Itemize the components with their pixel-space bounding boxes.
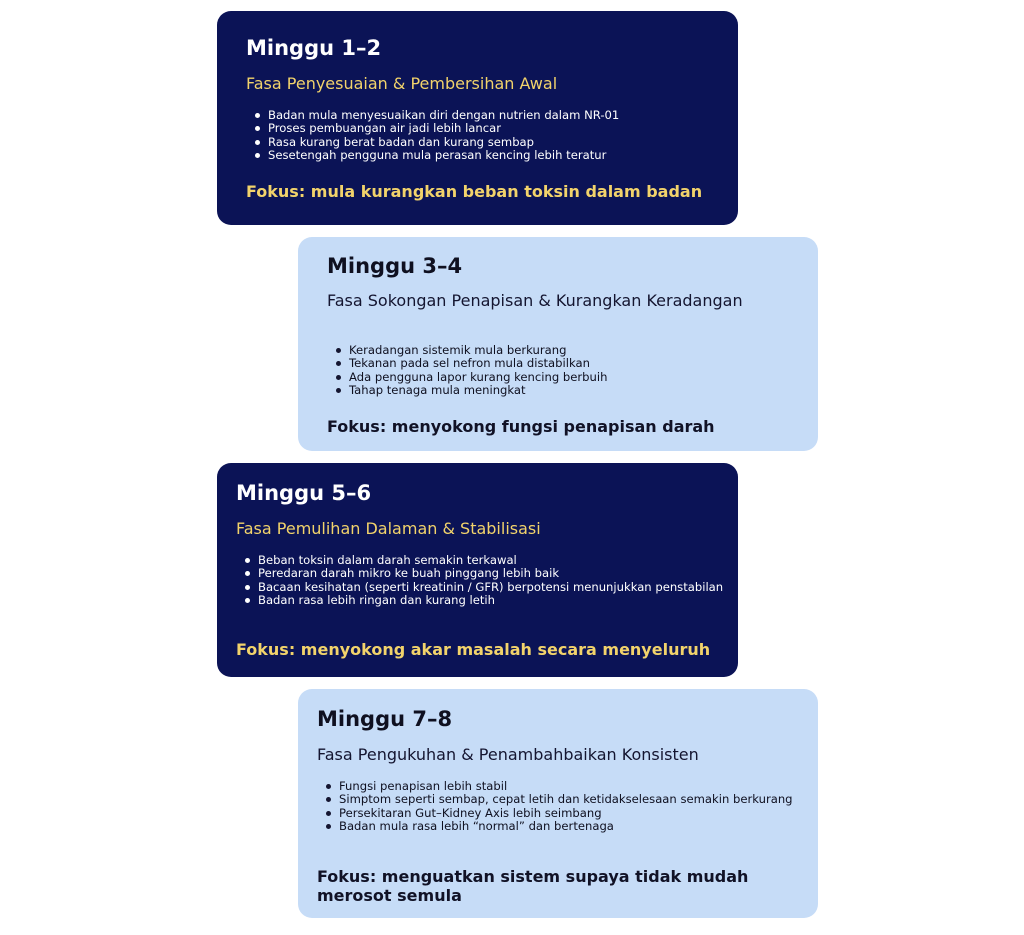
timeline-card-week-1-2	[217, 11, 738, 225]
list-item-text: Persekitaran Gut–Kidney Axis lebih seimbang	[339, 805, 602, 820]
timeline-card-week-5-6	[217, 463, 738, 677]
list-item	[335, 357, 795, 370]
bullet-icon	[326, 824, 331, 829]
card-subtitle: Fasa Sokongan Penapisan & Kurangkan Keradangan	[327, 291, 743, 310]
list-item	[335, 384, 795, 397]
list-item	[335, 371, 795, 384]
bullet-icon	[336, 375, 341, 380]
list-item-text: Ada pengguna lapor kurang kencing berbuih	[349, 369, 608, 384]
card-title: Minggu 5–6	[236, 481, 372, 505]
list-item	[244, 554, 724, 567]
list-item-text: Sesetengah pengguna mula perasan kencing lebih teratur	[268, 148, 607, 163]
list-item	[244, 567, 724, 580]
card-subtitle: Fasa Penyesuaian & Pembersihan Awal	[246, 74, 558, 93]
bullet-list	[325, 780, 795, 834]
list-item-text: Simptom seperti sembap, cepat letih dan ketidakselesaan semakin berkurang	[339, 792, 793, 807]
list-item	[254, 136, 724, 149]
list-item	[254, 149, 724, 162]
list-item	[335, 344, 795, 357]
timeline-card-week-7-8	[298, 689, 818, 918]
bullet-icon	[336, 348, 341, 353]
bullet-icon	[326, 797, 331, 802]
bullet-icon	[326, 784, 331, 789]
card-focus-text: Fokus: menyokong fungsi penapisan darah	[327, 417, 715, 436]
list-item	[244, 594, 724, 607]
list-item-text: Badan mula rasa lebih “normal” dan bertenaga	[339, 819, 614, 834]
list-item-text: Proses pembuangan air jadi lebih lancar	[268, 121, 501, 136]
card-focus-text: Fokus: menyokong akar masalah secara menyeluruh	[236, 640, 711, 659]
list-item	[325, 793, 795, 806]
card-focus-text: Fokus: menguatkan sistem supaya tidak mudah merosot semula	[317, 867, 749, 905]
bullet-list	[254, 109, 724, 163]
card-focus-text: Fokus: mula kurangkan beban toksin dalam badan	[246, 182, 703, 201]
bullet-list	[335, 344, 795, 398]
list-item-text: Badan mula menyesuaikan diri dengan nutrien dalam NR-01	[268, 108, 620, 122]
bullet-list	[244, 554, 724, 608]
list-item-text: Fungsi penapisan lebih stabil	[339, 779, 508, 793]
bullet-icon	[255, 153, 260, 158]
list-item	[325, 820, 795, 833]
list-item	[254, 122, 724, 135]
bullet-icon	[245, 598, 250, 603]
list-item	[244, 581, 724, 594]
bullet-icon	[245, 571, 250, 576]
list-item-text: Tekanan pada sel nefron mula distabilkan	[349, 356, 590, 371]
card-title: Minggu 3–4	[327, 254, 463, 278]
bullet-icon	[326, 811, 331, 816]
bullet-icon	[336, 388, 341, 393]
bullet-icon	[245, 558, 250, 563]
bullet-icon	[255, 126, 260, 131]
list-item	[254, 109, 724, 122]
list-item-text: Keradangan sistemik mula berkurang	[349, 343, 567, 357]
list-item-text: Tahap tenaga mula meningkat	[349, 383, 526, 398]
card-subtitle: Fasa Pengukuhan & Penambahbaikan Konsisten	[317, 745, 699, 764]
timeline-card-week-3-4	[298, 237, 818, 451]
bullet-icon	[255, 140, 260, 145]
card-subtitle: Fasa Pemulihan Dalaman & Stabilisasi	[236, 519, 541, 538]
bullet-icon	[245, 585, 250, 590]
list-item-text: Badan rasa lebih ringan dan kurang letih	[258, 593, 495, 608]
bullet-icon	[336, 361, 341, 366]
list-item	[325, 807, 795, 820]
list-item	[325, 780, 795, 793]
list-item-text: Peredaran darah mikro ke buah pinggang lebih baik	[258, 566, 560, 581]
bullet-icon	[255, 113, 260, 118]
list-item-text: Beban toksin dalam darah semakin terkawal	[258, 553, 517, 567]
card-title: Minggu 1–2	[246, 36, 382, 60]
card-title: Minggu 7–8	[317, 707, 453, 731]
list-item-text: Bacaan kesihatan (seperti kreatinin / GFR) berpotensi menunjukkan penstabilan	[258, 579, 724, 594]
list-item-text: Rasa kurang berat badan dan kurang sembap	[268, 134, 535, 149]
